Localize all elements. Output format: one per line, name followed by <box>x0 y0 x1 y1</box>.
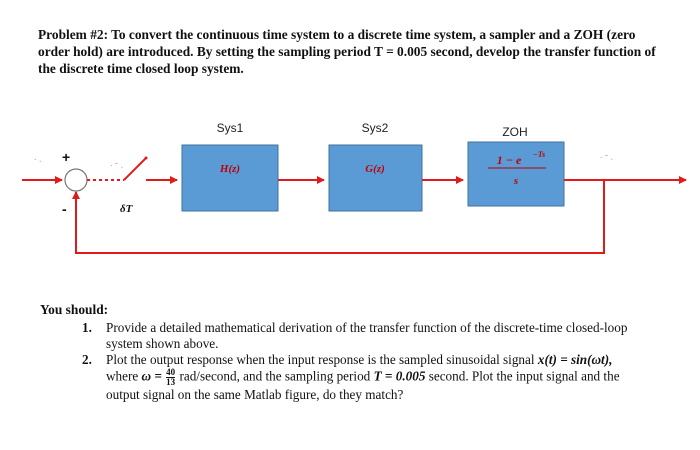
task-item-1 <box>82 320 642 351</box>
task-omega: ω = <box>141 368 162 384</box>
decor-dots-sampler: . - ˎ <box>110 158 124 168</box>
sampler-switch-tip <box>145 157 148 160</box>
omega-fraction-numerator: 40 <box>166 366 176 377</box>
block-diagram <box>0 108 700 268</box>
decor-dots-right: . - ˎ <box>600 150 614 160</box>
zoh-numerator: 1 − e <box>496 153 522 167</box>
problem-statement: Problem #2: To convert the continuous time system to a discrete time system, a sampler and a ZOH (zero order hold) are introduced. By setting the sampling period T = 0.005 second, develop the transfer function of the discrete time closed loop system. <box>38 27 656 76</box>
zoh-block <box>468 142 564 206</box>
sys1-transfer-function: H(z) <box>219 163 241 175</box>
summing-junction <box>65 169 87 191</box>
instructions-heading: You should: <box>40 302 109 317</box>
sys2-label: Sys2 <box>361 121 389 135</box>
task-list <box>82 320 642 403</box>
task-text-1: Provide a detailed mathematical derivation of the transfer function of the discrete-time closed-loop system shown above. <box>106 320 628 351</box>
decor-dots-left: . ˎ <box>34 152 42 162</box>
zoh-label: ZOH <box>502 125 528 139</box>
omega-fraction-denominator: 13 <box>166 376 176 387</box>
sys1-block <box>182 145 278 211</box>
task-number-1: 1. <box>82 320 92 335</box>
plus-sign: + <box>62 149 71 165</box>
sys2-transfer-function: G(z) <box>365 163 385 175</box>
sampler-switch <box>124 158 146 180</box>
task-where: where <box>106 368 139 384</box>
sys2-block <box>329 145 422 211</box>
zoh-denominator: s <box>513 175 519 187</box>
task-text-2c: second. Plot the input signal and the output signal on the same Matlab figure, do they match? <box>106 368 620 402</box>
omega-fraction <box>166 368 175 387</box>
sys1-label: Sys1 <box>216 121 244 135</box>
sampler-label: δT <box>120 203 133 215</box>
task-xt: x(t) <box>537 352 557 367</box>
task-equation: = sin(ωt), <box>560 352 613 367</box>
task-number-2: 2. <box>82 352 92 367</box>
task-sampling-period: T = 0.005 <box>373 368 426 384</box>
minus-sign: - <box>62 201 67 217</box>
task-text-2b: rad/second, and the sampling period <box>179 368 371 384</box>
task-item-2 <box>82 352 642 402</box>
zoh-exponent: −Ts <box>532 150 546 159</box>
task-text-2a: Plot the output response when the input response is the sampled sinusoidal signal <box>106 352 535 367</box>
